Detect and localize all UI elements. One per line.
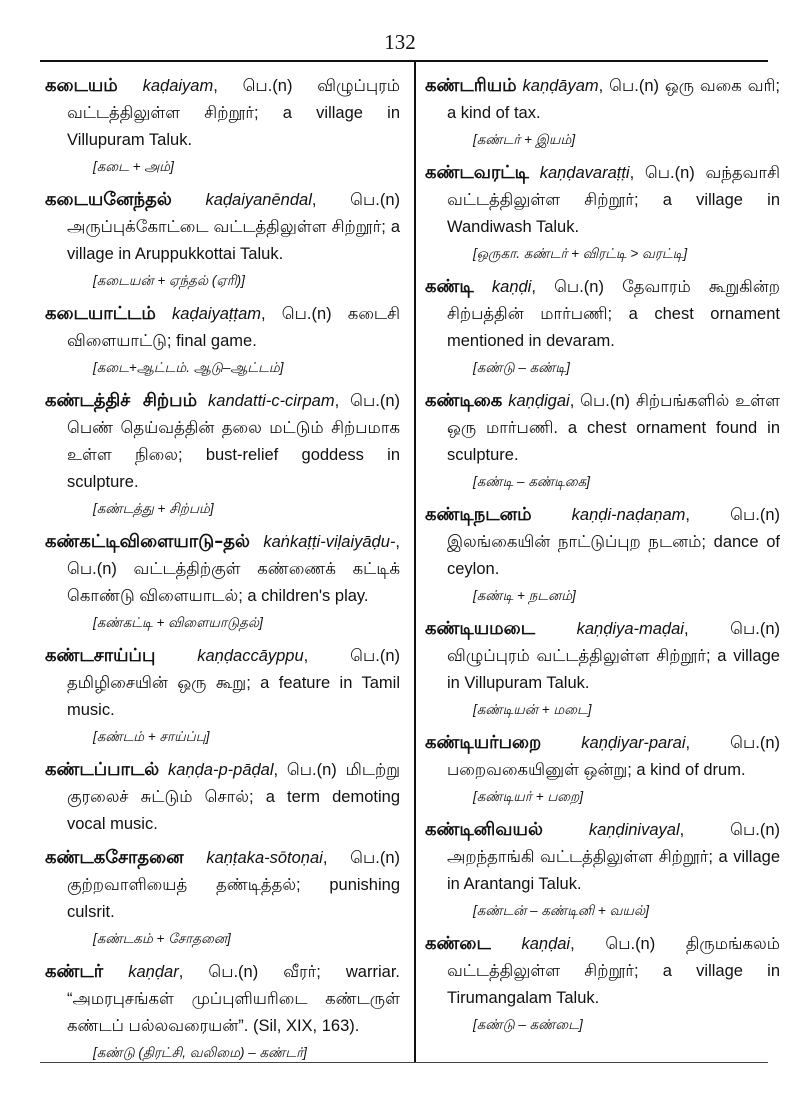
- definition: , பெ.(n) விழுப்புரம் வட்டத்திலுள்ள சிற்றூர்; a village in Villupuram Taluk.: [67, 77, 400, 149]
- definition: , பெ.(n) வட்டத்திற்குள் கண்ணைக் கட்டிக் கொண்டு விளையாடல்; a children's play.: [67, 533, 400, 605]
- dictionary-entry: [425, 159, 780, 265]
- headword: கண்டினிவயல்: [425, 819, 543, 840]
- headword: கடையனேந்தல்: [45, 189, 172, 210]
- transliteration: kaṇḍai: [521, 935, 571, 953]
- etymology: [கடை + அம்]: [93, 159, 174, 174]
- dictionary-entry: [425, 72, 780, 151]
- definition: , பெ.(n) பறைவகையினுள் ஒன்று; a kind of drum.: [447, 734, 780, 779]
- definition: , பெ.(n) தேவாரம் கூறுகின்ற சிற்பத்தின் மார்பணி; a chest ornament mentioned in devaram.: [447, 278, 780, 350]
- dictionary-entry: [425, 930, 780, 1036]
- transliteration: kaḍaiyaṭṭam: [172, 305, 261, 323]
- etymology: [கண்டகம் + சோதனை]: [93, 931, 231, 946]
- dictionary-entry: [45, 186, 400, 292]
- dictionary-entry: [45, 72, 400, 178]
- definition: , பெ.(n) வந்தவாசி வட்டத்திலுள்ள சிற்றூர்; a village in Wandiwash Taluk.: [447, 164, 780, 236]
- definition: , பெ.(n) மிடற்று குரலைச் சுட்டும் சொல்; a term demoting vocal music.: [67, 761, 400, 833]
- headword: கண்டிகை: [425, 390, 503, 411]
- transliteration: kaṇḍaccāyppu: [197, 647, 304, 665]
- transliteration: kaḍaiyam: [142, 77, 214, 95]
- transliteration: kaṇḍigai: [508, 392, 570, 410]
- transliteration: kaṇḍinivayal: [588, 821, 680, 839]
- headword: கண்டசாய்ப்பு: [45, 645, 156, 666]
- etymology: [கண்டன் – கண்டினி + வயல்]: [473, 903, 649, 918]
- transliteration: kaṇḍi: [491, 278, 532, 296]
- etymology: [கண்டர் + இயம்]: [473, 132, 576, 147]
- etymology: [கண்டியர் + பறை]: [473, 789, 584, 804]
- definition: , பெ.(n) இலங்கையின் நாட்டுப்புற நடனம்; dance of ceylon.: [447, 506, 780, 578]
- headword: கண்டகசோதனை: [45, 847, 184, 868]
- transliteration: kaṇḍar: [128, 963, 179, 981]
- definition: , பெ.(n) திருமங்கலம் வட்டத்திலுள்ள சிற்றூர்; a village in Tirumangalam Taluk.: [447, 935, 780, 1007]
- transliteration: kaṇḍi-naḍaṇam: [571, 506, 686, 524]
- definition: , பெ.(n) தமிழிசையின் ஒரு கூறு; a feature in Tamil music.: [67, 647, 400, 719]
- etymology: [கண்கட்டி + விளையாடுதல்]: [93, 615, 263, 630]
- dictionary-entry: [425, 501, 780, 607]
- headword: கடையாட்டம்: [45, 303, 156, 324]
- definition: , பெ.(n) அருப்புக்கோட்டை வட்டத்திலுள்ள சிற்றூர்; a village in Aruppukkottai Taluk.: [67, 191, 400, 263]
- definition: , பெ.(n) விழுப்புரம் வட்டத்திலுள்ள சிற்றூர்; a village in Villupuram Taluk.: [447, 620, 780, 692]
- headword: கண்டியர்பறை: [425, 732, 542, 753]
- definition: , பெ.(n) கடைசி விளையாட்டு; final game.: [67, 305, 400, 350]
- column-divider: [414, 62, 416, 1062]
- dictionary-entry: [425, 387, 780, 493]
- transliteration: kaḍaiyanēndal: [205, 191, 312, 209]
- etymology: [கண்டு – கண்டி]: [473, 360, 570, 375]
- dictionary-entry: [425, 816, 780, 922]
- etymology: [கண்டம் + சாய்ப்பு]: [93, 729, 210, 744]
- headword: கண்டப்பாடல்: [45, 759, 160, 780]
- etymology: [கடை+ஆட்டம். ஆடு–ஆட்டம்]: [93, 360, 284, 375]
- dictionary-entry: [425, 615, 780, 721]
- dictionary-entry: [45, 958, 400, 1064]
- etymology: [கண்டியன் + மடை]: [473, 702, 592, 717]
- transliteration: kaṇḍāyam: [522, 77, 599, 95]
- left-column: [45, 72, 400, 1072]
- transliteration: kaṅkaṭṭi-viḷaiyāḍu-: [263, 533, 396, 551]
- etymology: [கண்டு (திரட்சி, வலிமை) – கண்டர்]: [93, 1045, 307, 1060]
- dictionary-entry: [425, 273, 780, 379]
- headword: கண்டர்: [45, 961, 104, 982]
- definition: , பெ.(n) சிற்பங்களில் உள்ள ஒரு மார்பணி. a chest ornament found in sculpture.: [447, 392, 780, 464]
- transliteration: kaṇḍa-p-pāḍal: [168, 761, 274, 779]
- headword: கடையம்: [45, 75, 118, 96]
- dictionary-entry: [45, 528, 400, 634]
- etymology: [கடையன் + ஏந்தல் (ஏரி)]: [93, 273, 245, 288]
- transliteration: kaṇḍiya-maḍai: [576, 620, 684, 638]
- definition: , பெ.(n) அறந்தாங்கி வட்டத்திலுள்ள சிற்றூர்; a village in Arantangi Taluk.: [447, 821, 780, 893]
- dictionary-entry: [45, 844, 400, 950]
- etymology: [கண்டத்து + சிற்பம்]: [93, 501, 214, 516]
- dictionary-entry: [45, 642, 400, 748]
- transliteration: kaṇḍiyar-parai: [581, 734, 686, 752]
- transliteration: kaṇṭaka-sōtoṇai: [206, 849, 323, 867]
- transliteration: kaṇḍavaraṭṭi: [539, 164, 630, 182]
- header-rule: [40, 60, 768, 62]
- page-number: 132: [384, 30, 416, 54]
- headword: கண்டவரட்டி: [425, 162, 529, 183]
- dictionary-entry: [45, 387, 400, 520]
- definition: , பெ.(n) ஒரு வகை வரி; a kind of tax.: [447, 77, 780, 122]
- headword: கண்டத்திச் சிற்பம்: [45, 390, 198, 411]
- headword: கண்டியமடை: [425, 618, 536, 639]
- dictionary-entry: [425, 729, 780, 808]
- headword: கண்டரியம்: [425, 75, 517, 96]
- headword: கண்டி: [425, 276, 474, 297]
- headword: கண்டிநடனம்: [425, 504, 532, 525]
- definition: , பெ.(n) வீரர்; warriar. “அமரபுசங்கள் முப்புளியரிடை கண்டருள் கண்டப் பல்லவரையன்”. (Sil, XIX, 163).: [67, 963, 400, 1035]
- etymology: [கண்டு – கண்டை]: [473, 1017, 583, 1032]
- definition: , பெ.(n) குற்றவாளியைத் தண்டித்தல்; punishing culsrit.: [67, 849, 400, 921]
- etymology: [கண்டி – கண்டிகை]: [473, 474, 591, 489]
- right-column: [425, 72, 780, 1044]
- etymology: [ஒருகா. கண்டர் + விரட்டி > வரட்டி]: [473, 246, 688, 261]
- definition: , பெ.(n) பெண் தெய்வத்தின் தலை மட்டும் சிற்பமாக உள்ள நிலை; bust-relief goddess in sculpture.: [67, 392, 400, 491]
- transliteration: kandatti-c-cirpam: [208, 392, 335, 410]
- etymology: [கண்டி + நடனம்]: [473, 588, 576, 603]
- headword: கண்கட்டிவிளையாடு–தல்: [45, 531, 250, 552]
- headword: கண்டை: [425, 933, 491, 954]
- dictionary-entry: [45, 756, 400, 838]
- dictionary-entry: [45, 300, 400, 379]
